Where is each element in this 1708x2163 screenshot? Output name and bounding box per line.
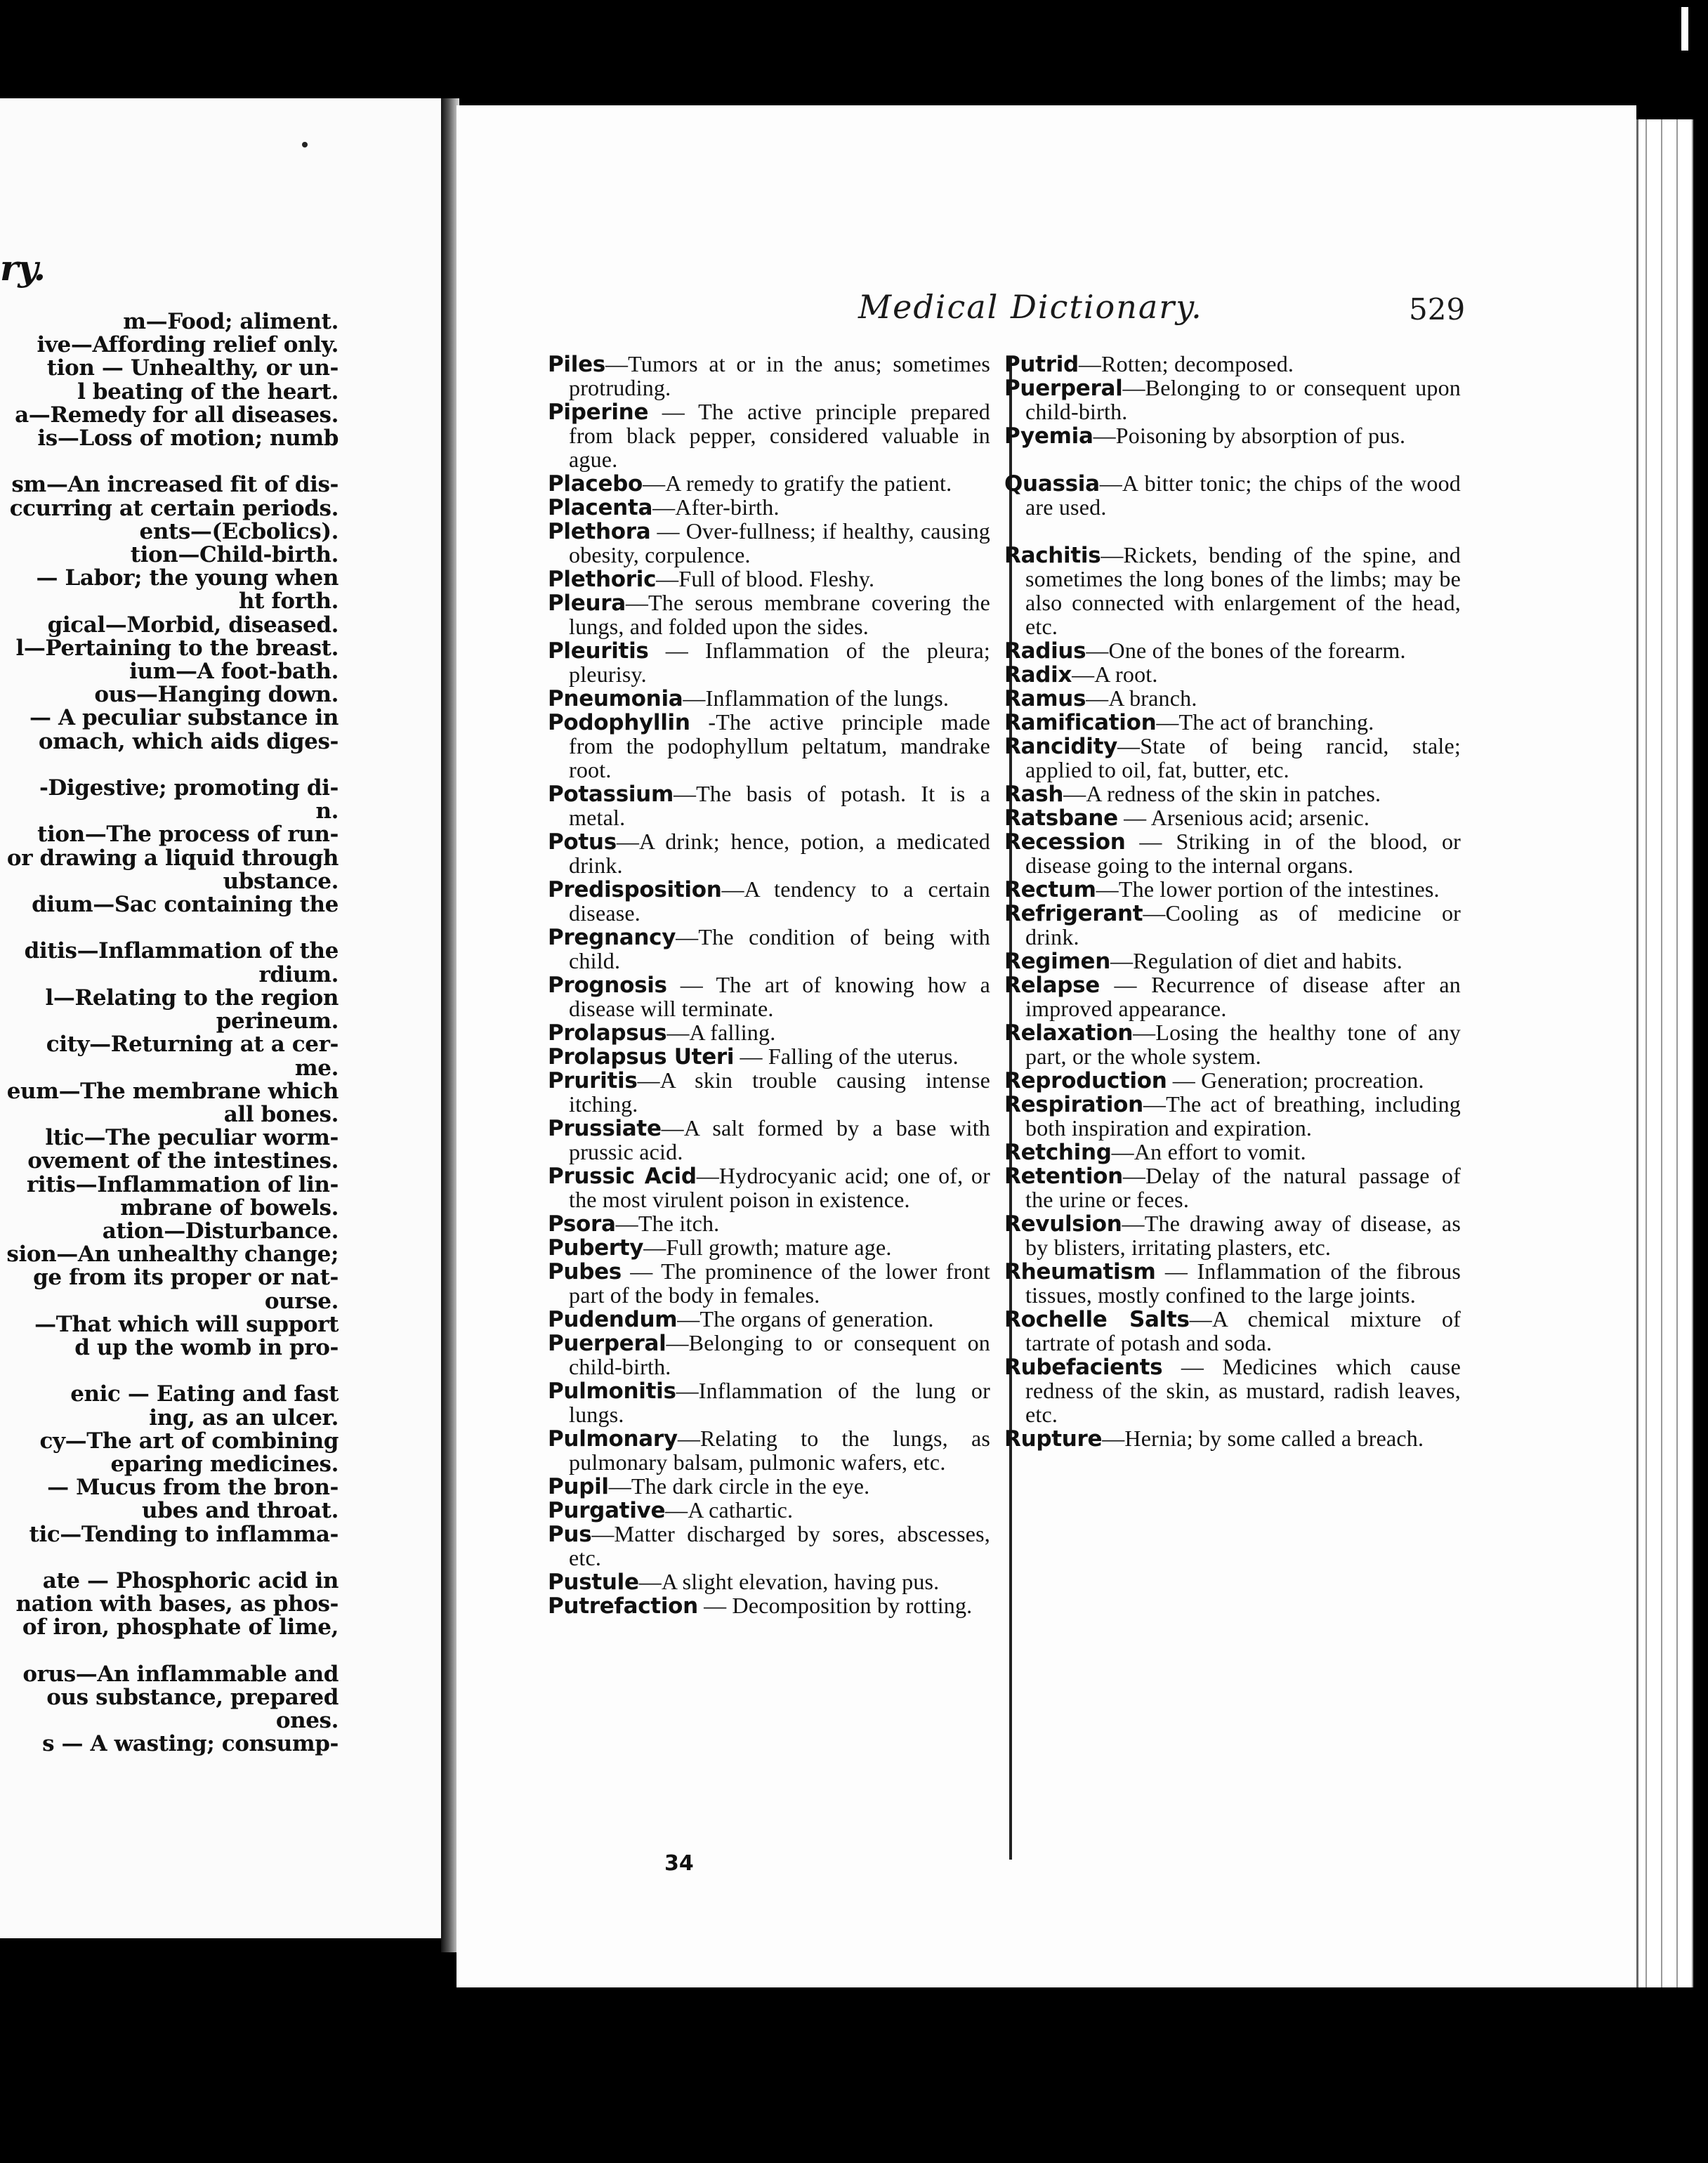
dictionary-entry — [548, 496, 990, 520]
entry-term: Rash — [1004, 782, 1064, 807]
entry-definition: — The art of knowing how a disease will terminate. — [569, 972, 990, 1021]
entry-definition: —The organs of generation. — [677, 1306, 934, 1332]
left-entry-line: —That which will support — [34, 1311, 339, 1337]
entry-term: Pulmonitis — [548, 1379, 676, 1404]
entry-definition: —Hernia; by some called a breach. — [1102, 1426, 1424, 1451]
dictionary-entry — [1004, 1355, 1461, 1427]
entry-definition: —Cooling as of medicine or drink. — [1025, 900, 1461, 949]
dictionary-entry — [548, 878, 990, 926]
dictionary-entry — [1004, 1308, 1461, 1355]
entry-definition: —The condition of being with child. — [569, 924, 990, 973]
dictionary-entry — [548, 520, 990, 567]
entry-term: Podophyllin — [548, 710, 690, 735]
entry-definition: —Hydrocyanic acid; one of, or the most virulent poison in existence. — [569, 1163, 990, 1212]
entry-definition: —A tendency to a certain disease. — [569, 876, 990, 926]
entry-definition: —Full of blood. Fleshy. — [656, 566, 875, 591]
left-entry-line: d up the womb in pro- — [74, 1334, 339, 1360]
left-entry-line: ht forth. — [238, 589, 339, 614]
dictionary-entry — [1004, 687, 1461, 711]
entry-term: Pruritis — [548, 1068, 638, 1093]
entry-term: Piles — [548, 352, 605, 377]
entry-term: Ratsbane — [1004, 806, 1118, 831]
dictionary-entry — [1004, 1021, 1461, 1069]
left-entry-line: city—Returning at a cer- — [46, 1032, 339, 1058]
entry-definition: —The lower portion of the intestines. — [1096, 876, 1440, 902]
dictionary-entry — [548, 1523, 990, 1570]
entry-definition: —A falling. — [666, 1020, 776, 1045]
dictionary-entry — [1004, 949, 1461, 973]
entry-definition: —A skin trouble causing intense itching. — [569, 1067, 990, 1117]
page-number: 529 — [1409, 292, 1466, 327]
entry-definition: —A branch. — [1086, 685, 1197, 711]
dictionary-entry — [548, 400, 990, 472]
entry-definition: — Falling of the uterus. — [734, 1044, 959, 1069]
left-running-head: ry. — [0, 247, 46, 289]
entry-definition: — Inflammation of the fibrous tissues, mostly confined to the large joints. — [1025, 1258, 1461, 1308]
entry-definition: —Belonging to or consequent upon child-birth. — [1025, 375, 1461, 424]
dictionary-entry — [1004, 1164, 1461, 1212]
entry-definition: —A redness of the skin in patches. — [1063, 781, 1381, 806]
entry-definition: —A bitter tonic; the chips of the wood are used. — [1025, 471, 1461, 520]
entry-term: Rancidity — [1004, 734, 1118, 759]
entry-definition: —A root. — [1072, 662, 1158, 687]
entry-definition: —Poisoning by absorption of pus. — [1093, 423, 1406, 448]
left-entry-line: ous—Hanging down. — [94, 682, 339, 708]
entry-definition: —A chemical mixture of tartrate of potash and soda. — [1025, 1306, 1461, 1355]
entry-term: Pubes — [548, 1259, 622, 1284]
entry-definition: —A remedy to gratify the patient. — [643, 471, 952, 496]
dictionary-entry — [1004, 1212, 1461, 1260]
entry-term: Rectum — [1004, 877, 1096, 902]
entry-definition: —The act of breathing, including both inspiration and expiration. — [1025, 1091, 1461, 1140]
entry-term: Pudendum — [548, 1307, 678, 1332]
entry-term: Puerperal — [548, 1331, 666, 1356]
entry-term: Puberty — [548, 1235, 644, 1261]
entry-term: Prussic Acid — [548, 1164, 697, 1189]
dictionary-entry — [548, 1427, 990, 1475]
dictionary-entry — [548, 1499, 990, 1523]
left-entry-line — [0, 1546, 339, 1570]
left-entry-line: tion—The process of run- — [37, 822, 339, 848]
entry-definition: —A slight elevation, having pus. — [638, 1569, 940, 1594]
entry-term: Pleura — [548, 591, 626, 616]
dictionary-entry — [548, 782, 990, 830]
entry-term: Pulmonary — [548, 1426, 678, 1452]
left-entry-line: ones. — [275, 1708, 339, 1734]
dictionary-entry — [548, 591, 990, 639]
dictionary-entry — [548, 1021, 990, 1045]
entry-term: Rachitis — [1004, 543, 1101, 568]
dictionary-entry — [548, 711, 990, 782]
left-entry-line: ubes and throat. — [142, 1498, 339, 1524]
left-entry-line: ubstance. — [223, 868, 339, 894]
dictionary-entry — [1004, 902, 1461, 949]
left-entry-line: m—Food; aliment. — [123, 309, 339, 334]
left-entry-line: a—Remedy for all diseases. — [15, 402, 339, 428]
entry-definition: —Losing the healthy tone of any part, or the whole system. — [1025, 1020, 1461, 1069]
dictionary-entry — [1004, 878, 1461, 902]
left-entry-line: — Labor; the young when — [36, 565, 339, 591]
dictionary-entry — [548, 1332, 990, 1379]
entry-term: Recession — [1004, 829, 1126, 855]
left-entry-line — [0, 1360, 339, 1383]
dictionary-entry — [1004, 663, 1461, 687]
entry-definition: —An effort to vomit. — [1111, 1139, 1306, 1164]
dictionary-entry — [1004, 735, 1461, 782]
ink-speck — [302, 142, 308, 147]
entry-term: Ramus — [1004, 686, 1086, 711]
left-entry-line: ge from its proper or nat- — [33, 1265, 339, 1291]
entry-definition: —Tumors at or in the anus; sometimes protruding. — [569, 351, 990, 400]
entry-definition: — The active principle prepared from black pepper, considered valuable in ague. — [569, 399, 990, 472]
entry-term: Potassium — [548, 782, 674, 807]
entry-definition: —One of the bones of the forearm. — [1086, 638, 1406, 663]
left-entry-line: gical—Morbid, diseased. — [47, 612, 339, 638]
dictionary-entry — [1004, 424, 1461, 448]
entry-term: Radix — [1004, 662, 1072, 688]
entry-term: Retching — [1004, 1140, 1112, 1165]
entry-term: Radius — [1004, 638, 1086, 664]
left-entry-line: sm—An increased fit of dis- — [11, 472, 339, 498]
entry-definition: —Inflammation of the lung or lungs. — [569, 1378, 990, 1427]
entry-definition: —The itch. — [615, 1211, 720, 1236]
dictionary-entry — [548, 567, 990, 591]
left-entry-line — [0, 450, 339, 473]
entry-term: Pneumonia — [548, 686, 683, 711]
entry-term: Respiration — [1004, 1092, 1143, 1117]
left-entry-line: enic — Eating and fast — [70, 1381, 339, 1407]
dictionary-entry — [548, 639, 990, 687]
entry-term: Pregnancy — [548, 925, 676, 950]
left-entry-line: omach, which aids diges- — [38, 728, 339, 754]
entry-term: Potus — [548, 829, 617, 855]
dictionary-entry — [548, 1594, 990, 1618]
dictionary-entry — [1004, 806, 1461, 830]
dictionary-entry — [1004, 1140, 1461, 1164]
entry-definition: —The dark circle in the eye. — [608, 1473, 870, 1499]
left-entry-line: ation—Disturbance. — [102, 1218, 339, 1244]
entry-definition: -The active principle made from the podophyllum peltatum, mandrake root. — [569, 709, 990, 782]
dictionary-entry — [1004, 1069, 1461, 1093]
dictionary-entry — [548, 1379, 990, 1427]
entry-definition: —The act of branching. — [1156, 709, 1374, 735]
entry-definition: —Delay of the natural passage of the urine or feces. — [1025, 1163, 1461, 1212]
dictionary-entry — [548, 1236, 990, 1260]
entry-definition: — Striking in of the blood, or disease going to the internal organs. — [1025, 829, 1461, 878]
dictionary-entry — [1004, 973, 1461, 1021]
dictionary-entry — [1004, 544, 1461, 639]
section-gap — [1004, 448, 1461, 472]
entry-definition: — Medicines which cause redness of the skin, as mustard, radish leaves, etc. — [1025, 1354, 1461, 1427]
dictionary-entry — [548, 353, 990, 400]
entry-definition: —Rickets, bending of the spine, and sometimes the long bones of the limbs; may be also connected with enlargement of the head, etc. — [1025, 542, 1461, 639]
dictionary-entry — [548, 1045, 990, 1069]
dictionary-entry — [548, 1260, 990, 1308]
left-entry-line: mbrane of bowels. — [120, 1195, 339, 1221]
left-entry-line: or drawing a liquid through — [6, 845, 339, 871]
dictionary-entry — [1004, 353, 1461, 376]
entry-definition: — The prominence of the lower front part of the body in females. — [569, 1258, 990, 1308]
entry-definition: —Inflammation of the lungs. — [683, 685, 950, 711]
dictionary-entry — [1004, 1093, 1461, 1140]
left-entry-line: l beating of the heart. — [77, 379, 339, 405]
entry-definition: — Over-fullness; if healthy, causing obesity, corpulence. — [569, 518, 990, 567]
entry-term: Rupture — [1004, 1426, 1103, 1452]
entry-term: Predisposition — [548, 877, 722, 902]
entry-definition: —State of being rancid, stale; applied to oil, fat, butter, etc. — [1025, 733, 1461, 782]
left-entry-line: ous substance, prepared — [46, 1684, 339, 1710]
entry-definition: —Relating to the lungs, as pulmonary balsam, pulmonic wafers, etc. — [569, 1426, 990, 1475]
left-entry-line: nation with bases, as phos- — [15, 1591, 339, 1617]
left-entry-line: ccurring at certain periods. — [9, 495, 339, 521]
dictionary-entry — [1004, 639, 1461, 663]
left-entry-line: eparing medicines. — [110, 1451, 339, 1477]
entry-term: Psora — [548, 1211, 616, 1237]
left-entry-line: ritis—Inflammation of lin- — [26, 1171, 339, 1197]
dictionary-column-2 — [1004, 353, 1461, 1451]
entry-term: Quassia — [1004, 471, 1100, 497]
left-entry-line: -Digestive; promoting di- — [39, 775, 339, 801]
left-entry-line: tic—Tending to inflamma- — [29, 1521, 339, 1547]
left-entry-line: ltic—The peculiar worm- — [45, 1125, 339, 1151]
entry-definition: — Arsenious acid; arsenic. — [1117, 805, 1370, 830]
left-entry-line: — Mucus from the bron- — [47, 1475, 339, 1501]
entry-definition: —A cathartic. — [665, 1497, 794, 1523]
dictionary-entry — [548, 830, 990, 878]
left-entry-line: ium—A foot-bath. — [129, 659, 339, 685]
scan-edge-mark — [1681, 7, 1688, 51]
left-entry-line: l—Pertaining to the breast. — [15, 635, 339, 661]
entry-term: Reproduction — [1004, 1068, 1167, 1093]
entry-term: Rochelle Salts — [1004, 1307, 1190, 1332]
entry-term: Prolapsus Uteri — [548, 1044, 735, 1070]
left-entry-line: all bones. — [223, 1101, 339, 1127]
section-gap — [1004, 520, 1461, 544]
left-entry-line: tion — Unhealthy, or un- — [46, 355, 339, 381]
left-entry-line: me. — [294, 1055, 339, 1081]
dictionary-entry — [548, 472, 990, 496]
entry-term: Placebo — [548, 471, 643, 497]
left-entry-line: — A peculiar substance in — [29, 705, 339, 731]
dictionary-entry — [1004, 1260, 1461, 1308]
entry-term: Plethoric — [548, 567, 657, 592]
left-entry-line: ovement of the intestines. — [27, 1148, 339, 1174]
dictionary-entry — [548, 1164, 990, 1212]
running-head: Medical Dictionary. — [858, 288, 1203, 326]
entry-term: Pyemia — [1004, 423, 1093, 449]
left-entry-line: l—Relating to the region — [45, 985, 339, 1011]
left-entry-line: ate — Phosphoric acid in — [42, 1567, 339, 1593]
dictionary-entry — [548, 1570, 990, 1594]
entry-definition: —Regulation of diet and habits. — [1110, 948, 1402, 973]
entry-definition: —A drink; hence, potion, a medicated drink. — [569, 829, 990, 878]
dictionary-entry — [1004, 376, 1461, 424]
left-entry-line: of iron, phosphate of lime, — [22, 1615, 339, 1641]
dictionary-entry — [1004, 830, 1461, 878]
entry-term: Pupil — [548, 1474, 609, 1499]
left-entry-line — [0, 754, 339, 777]
left-entry-line: eum—The membrane which — [6, 1078, 339, 1104]
entry-definition: —The basis of potash. It is a metal. — [569, 781, 990, 830]
entry-term: Relapse — [1004, 973, 1101, 998]
dictionary-entry — [1004, 472, 1461, 520]
left-entry-line — [0, 1640, 339, 1663]
entry-term: Putrefaction — [548, 1593, 698, 1619]
entry-term: Refrigerant — [1004, 901, 1143, 926]
entry-definition: —The drawing away of disease, as by blisters, irritating plasters, etc. — [1025, 1211, 1461, 1260]
entry-definition: —After-birth. — [652, 494, 780, 520]
dictionary-entry — [1004, 711, 1461, 735]
dictionary-entry — [1004, 782, 1461, 806]
entry-definition: — Recurrence of disease after an improved appearance. — [1025, 972, 1461, 1021]
entry-definition: —Belonging to or consequent on child-birth. — [569, 1330, 990, 1379]
left-entry-line: dium—Sac containing the — [32, 892, 339, 918]
entry-term: Piperine — [548, 400, 649, 425]
page-edges — [1636, 119, 1693, 1987]
left-entry-line: ditis—Inflammation of the — [24, 938, 339, 964]
dictionary-entry — [548, 687, 990, 711]
entry-term: Plethora — [548, 519, 651, 544]
left-entry-line: cy—The art of combining — [39, 1428, 339, 1454]
entry-term: Rubefacients — [1004, 1355, 1163, 1380]
entry-definition: — Decomposition by rotting. — [697, 1593, 973, 1618]
dictionary-entry — [548, 1117, 990, 1164]
left-entry-line: ive—Affording relief only. — [37, 332, 339, 358]
left-entry-line: rdium. — [258, 961, 339, 987]
left-entry-line: is—Loss of motion; numb — [37, 426, 339, 452]
dictionary-entry — [548, 973, 990, 1021]
entry-term: Prolapsus — [548, 1020, 667, 1046]
left-entry-line: n. — [315, 798, 339, 824]
entry-definition: —Rotten; decomposed. — [1078, 351, 1294, 376]
entry-definition: —A salt formed by a base with prussic acid. — [569, 1115, 990, 1164]
left-entry-line: ourse. — [264, 1288, 339, 1314]
entry-term: Pustule — [548, 1570, 639, 1595]
entry-term: Placenta — [548, 495, 653, 520]
dictionary-entry — [548, 1308, 990, 1332]
entry-definition: —Matter discharged by sores, abscesses, etc. — [569, 1521, 990, 1570]
entry-definition: —Full growth; mature age. — [643, 1235, 892, 1260]
entry-term: Regimen — [1004, 949, 1111, 974]
entry-term: Putrid — [1004, 352, 1079, 377]
left-entry-line — [0, 916, 339, 940]
left-entry-line: sion—An unhealthy change; — [6, 1242, 339, 1268]
entry-term: Pleuritis — [548, 638, 649, 664]
left-page — [0, 98, 444, 1938]
entry-term: Prognosis — [548, 973, 667, 998]
entry-definition: — Generation; procreation. — [1167, 1067, 1424, 1093]
entry-term: Purgative — [548, 1498, 666, 1523]
entry-term: Retention — [1004, 1164, 1123, 1189]
left-entry-line: ing, as an ulcer. — [149, 1405, 339, 1431]
entry-term: Pus — [548, 1522, 592, 1547]
entry-term: Prussiate — [548, 1116, 662, 1141]
signature-mark: 34 — [664, 1851, 694, 1876]
entry-definition: —The serous membrane covering the lungs, and folded upon the sides. — [569, 590, 990, 639]
entry-definition: — Inflammation of the pleura; pleurisy. — [569, 638, 990, 687]
dictionary-entry — [1004, 1427, 1461, 1451]
dictionary-column-1 — [548, 353, 990, 1618]
entry-term: Revulsion — [1004, 1211, 1122, 1237]
left-entry-line: orus—An inflammable and — [22, 1661, 339, 1687]
entry-term: Puerperal — [1004, 376, 1123, 401]
left-page-entries — [0, 310, 339, 1756]
left-entry-line: perineum. — [216, 1008, 339, 1034]
left-entry-line: ents—(Ecbolics). — [139, 518, 339, 544]
dictionary-entry — [548, 1069, 990, 1117]
entry-term: Ramification — [1004, 710, 1157, 735]
left-entry-line: s — A wasting; consump- — [42, 1731, 339, 1757]
entry-term: Relaxation — [1004, 1020, 1134, 1046]
entry-term: Rheumatism — [1004, 1259, 1156, 1284]
dictionary-entry — [548, 1212, 990, 1236]
left-entry-line: tion—Child-birth. — [130, 542, 339, 568]
dictionary-entry — [548, 1475, 990, 1499]
dictionary-entry — [548, 926, 990, 973]
